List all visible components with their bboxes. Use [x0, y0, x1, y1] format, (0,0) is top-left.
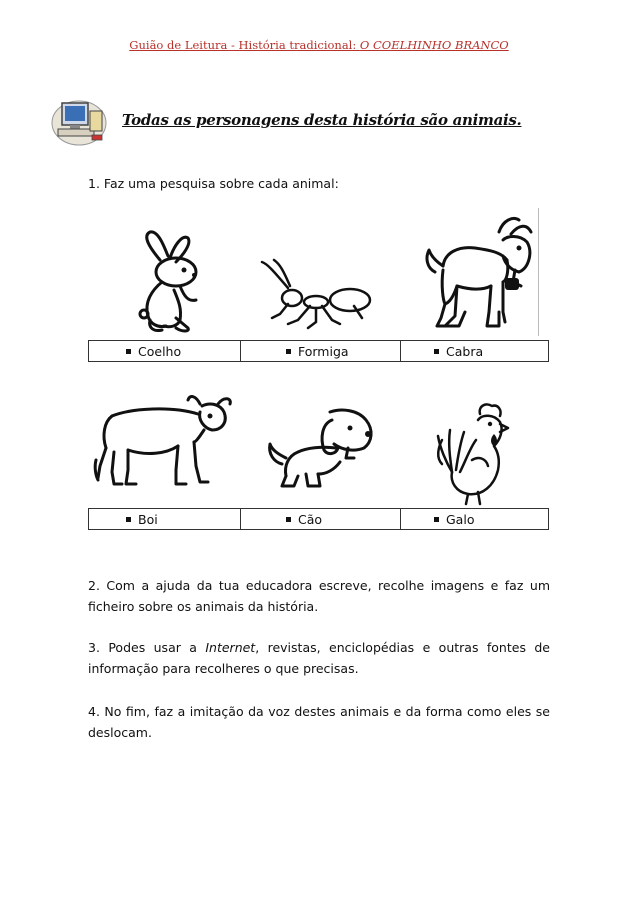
animal-cell [89, 341, 241, 361]
rooster-image [428, 400, 516, 506]
goat-image [415, 212, 540, 334]
question-4: 4. No fim, faz a imitação da voz destes animais e da forma como eles se deslocam. [88, 704, 550, 740]
animals-row-1 [88, 340, 549, 362]
question-1: 1. Faz uma pesquisa sobre cada animal: [88, 176, 339, 191]
rabbit-image [130, 228, 210, 336]
question-3-start: 3. Podes usar a [88, 640, 206, 655]
animal-cell [89, 509, 241, 529]
animal-cell [401, 341, 548, 361]
bullet-icon [286, 349, 291, 354]
bullet-icon [286, 517, 291, 522]
animal-label-ant: Formiga [298, 343, 349, 359]
header-story-title: O COELHINHO BRANCO [359, 38, 509, 52]
ant-image [258, 258, 378, 330]
question-2: 2. Com a ajuda da tua educadora escreve, recolhe imagens e faz um ficheiro sobre os animais da história. [88, 578, 550, 614]
bullet-icon [434, 349, 439, 354]
animal-cell [241, 509, 401, 529]
bullet-icon [434, 517, 439, 522]
dog-image [262, 404, 378, 490]
animal-cell [401, 509, 548, 529]
animal-label-goat: Cabra [446, 343, 484, 359]
bullet-icon [126, 517, 131, 522]
page-header [0, 38, 638, 52]
question-3-end: , revistas, enciclopédias e outras fontes de informação para recolheres o que precisas. [88, 640, 550, 676]
ox-image [92, 390, 240, 488]
intro-heading: Todas as personagens desta história são animais. [122, 111, 522, 129]
animal-label-ox: Boi [138, 511, 158, 527]
animal-label-dog: Cão [298, 511, 323, 527]
question-3-internet: Internet [205, 640, 256, 655]
header-prefix: Guião de Leitura - História tradicional: [129, 38, 360, 52]
animals-row-2 [88, 508, 549, 530]
animal-cell [241, 341, 401, 361]
question-3 [88, 637, 550, 679]
bullet-icon [126, 349, 131, 354]
computer-icon [50, 95, 108, 147]
animal-label-rooster: Galo [446, 511, 475, 527]
animal-label-rabbit: Coelho [138, 343, 182, 359]
